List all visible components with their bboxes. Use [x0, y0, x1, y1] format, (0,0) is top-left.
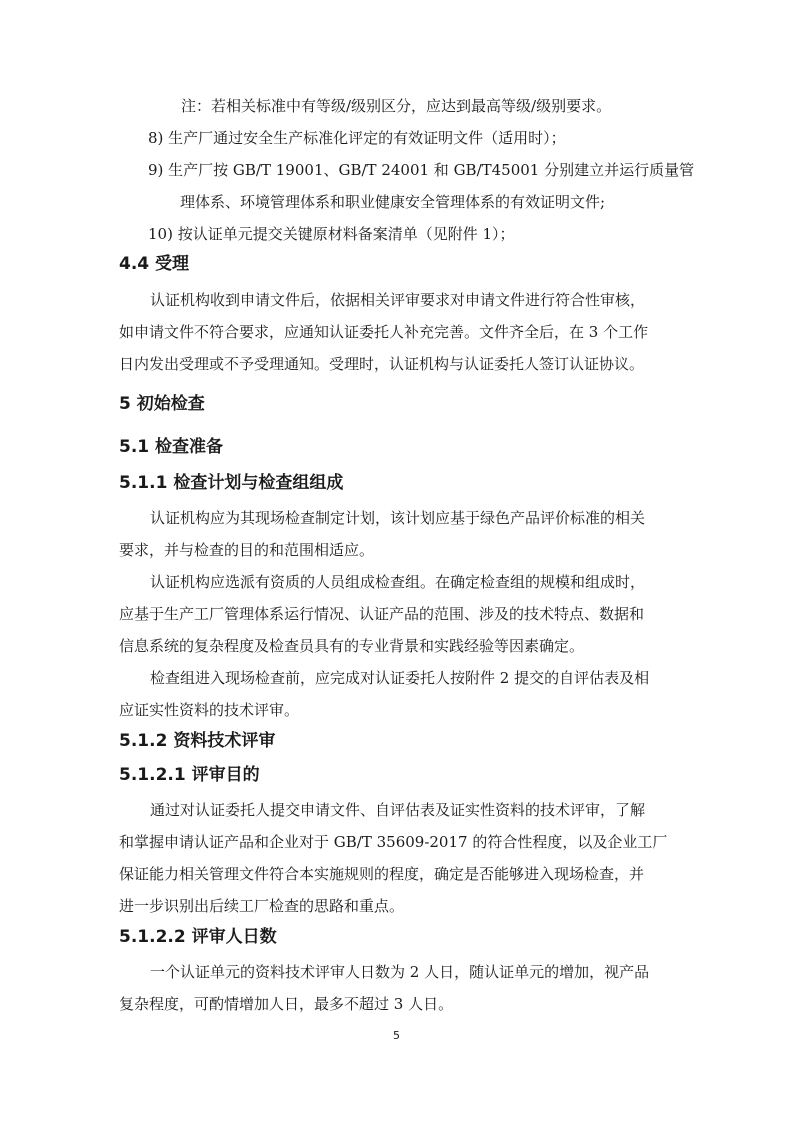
- heading-5-1-2-2: 5.1.2.2 评审人日数: [119, 927, 277, 947]
- heading-5-1-2-1: 5.1.2.1 评审目的: [119, 765, 260, 785]
- para-5-1-2-1-line3: 保证能力相关管理文件符合本实施规则的程度，确定是否能够进入现场检查，并: [119, 865, 645, 883]
- para-5-1-2-2-line1: 一个认证单元的资料技术评审人日数为 2 人日，随认证单元的增加，视产品: [150, 963, 650, 981]
- para-4-4-line2: 如申请文件不符合要求，应通知认证委托人补充完善。文件齐全后，在 3 个工作: [119, 323, 649, 341]
- list-item-10: 10) 按认证单元提交关键原材料备案清单（见附件 1）；: [148, 225, 515, 243]
- para-5-1-2-2-line2: 复杂程度，可酌情增加人日，最多不超过 3 人日。: [119, 995, 454, 1013]
- para-5-1-1c-line2: 应证实性资料的技术评审。: [119, 701, 300, 719]
- para-4-4-line1: 认证机构收到申请文件后，依据相关评审要求对申请文件进行符合性审核，: [150, 291, 646, 309]
- heading-5-1: 5.1 检查准备: [119, 437, 224, 457]
- list-item-8: 8) 生产厂通过安全生产标准化评定的有效证明文件（适用时）；: [148, 129, 566, 147]
- para-5-1-2-1-line4: 进一步识别出后续工厂检查的思路和重点。: [119, 897, 405, 915]
- heading-5-1-2: 5.1.2 资料技术评审: [119, 731, 276, 751]
- heading-5-1-1: 5.1.1 检查计划与检查组组成: [119, 473, 344, 493]
- para-5-1-1a-line1: 认证机构应为其现场检查制定计划，该计划应基于绿色产品评价标准的相关: [150, 509, 646, 527]
- page-number: 5: [393, 1029, 400, 1042]
- note-text: 注：若相关标准中有等级/级别区分，应达到最高等级/级别要求。: [181, 97, 612, 115]
- list-item-9-line2: 理体系、环境管理体系和职业健康安全管理体系的有效证明文件;: [180, 193, 606, 211]
- para-5-1-1c-line1: 检查组进入现场检查前，应完成对认证委托人按附件 2 提交的自评估表及相: [150, 669, 650, 687]
- list-item-9-line1: 9) 生产厂按 GB/T 19001、GB/T 24001 和 GB/T45001 分别建立并运行质量管: [148, 161, 695, 179]
- para-5-1-1a-line2: 要求，并与检查的目的和范围相适应。: [119, 541, 375, 559]
- para-5-1-1b-line3: 信息系统的复杂程度及检查员具有的专业背景和实践经验等因素确定。: [119, 637, 585, 655]
- para-5-1-1b-line2: 应基于生产工厂管理体系运行情况、认证产品的范围、涉及的技术特点、数据和: [119, 605, 645, 623]
- heading-5: 5 初始检查: [119, 394, 205, 414]
- para-5-1-1b-line1: 认证机构应选派有资质的人员组成检查组。在确定检查组的规模和组成时，: [150, 573, 646, 591]
- para-5-1-2-1-line2: 和掌握申请认证产品和企业对于 GB/T 35609-2017 的符合性程度，以及企业工厂: [119, 833, 668, 851]
- para-4-4-line3: 日内发出受理或不予受理通知。受理时，认证机构与认证委托人签订认证协议。: [119, 355, 645, 373]
- heading-4-4: 4.4 受理: [119, 254, 190, 274]
- para-5-1-2-1-line1: 通过对认证委托人提交申请文件、自评估表及证实性资料的技术评审，了解: [150, 801, 646, 819]
